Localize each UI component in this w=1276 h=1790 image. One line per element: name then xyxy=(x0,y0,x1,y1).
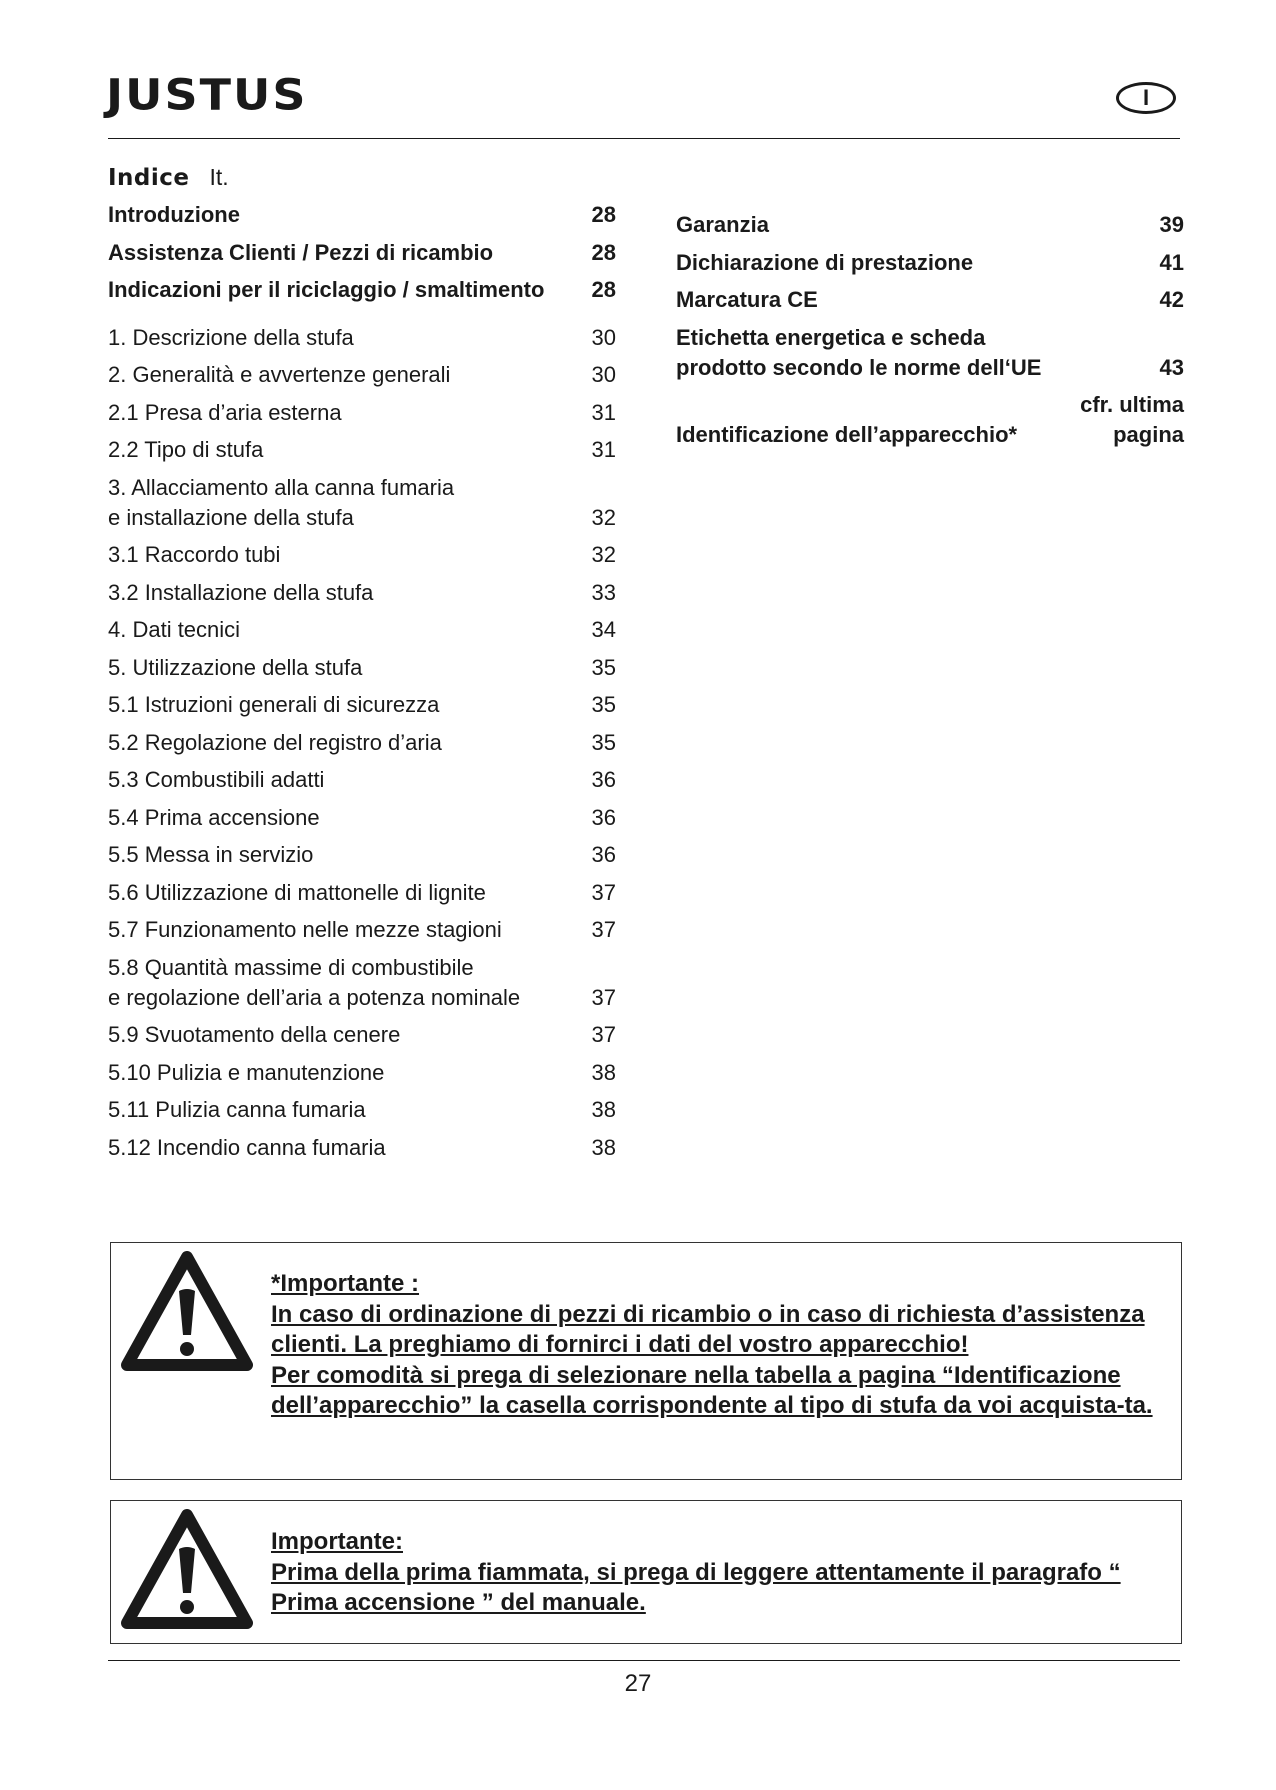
toc-entry-page: 28 xyxy=(591,202,616,227)
warning-line: Per comodità si prega di selezionare nella tabella a pagina “Identificazione dell’apparecchio” la casella corrispondente al tipo di stufa da voi acquista-ta. xyxy=(271,1361,1153,1419)
toc-entry[interactable] xyxy=(108,238,616,268)
toc-entry[interactable] xyxy=(108,200,616,230)
toc-entry-label: 5.3 Combustibili adatti xyxy=(108,767,325,792)
toc-entry[interactable] xyxy=(108,690,616,720)
toc-entry-page: 28 xyxy=(591,277,616,302)
toc-entry-page: 41 xyxy=(1159,249,1184,275)
language-badge: I xyxy=(1116,82,1176,114)
toc-entry[interactable] xyxy=(108,915,616,945)
toc-entry-page: 38 xyxy=(591,1059,616,1085)
toc-left-column xyxy=(108,200,616,1170)
toc-entry-label: 4. Dati tecnici xyxy=(108,617,241,642)
toc-entry-page: 30 xyxy=(591,362,616,387)
warning-triangle-icon xyxy=(121,1509,253,1629)
toc-entry-label: 5.4 Prima accensione xyxy=(108,804,320,830)
toc-entry[interactable] xyxy=(108,1095,616,1125)
toc-entry-label: 5.11 Pulizia canna fumaria xyxy=(108,1097,366,1122)
page-number: 27 xyxy=(624,1670,652,1697)
warning-text xyxy=(271,1269,1167,1422)
toc-entry[interactable] xyxy=(108,275,616,305)
toc-entry[interactable] xyxy=(108,398,616,428)
toc-entry-label: Dichiarazione di prestazione xyxy=(676,249,974,275)
warning-box-first-ignition xyxy=(110,1500,1182,1644)
toc-entry-page: 38 xyxy=(591,1097,616,1122)
toc-entry-page: 28 xyxy=(591,239,616,265)
warning-heading: *Importante : xyxy=(271,1270,420,1297)
toc-entry-label: 5.7 Funzionamento nelle mezze stagioni xyxy=(108,917,502,942)
toc-entry-page: 38 xyxy=(591,1134,616,1160)
toc-entry-page: 35 xyxy=(591,729,616,755)
toc-entry[interactable] xyxy=(108,360,616,390)
toc-entry[interactable] xyxy=(108,953,616,1013)
toc-entry[interactable] xyxy=(108,803,616,833)
warning-text xyxy=(271,1527,1167,1619)
toc-entry-label: 5.2 Regolazione del registro d’aria xyxy=(108,729,442,755)
warning-triangle-icon xyxy=(121,1251,253,1371)
toc-entry[interactable] xyxy=(108,435,616,465)
toc-entry-page: 43 xyxy=(1159,354,1184,380)
toc-right-column xyxy=(676,210,1184,458)
toc-entry[interactable] xyxy=(108,323,616,353)
warning-box-spare-parts xyxy=(110,1242,1182,1480)
toc-entry-label: Identificazione dell’apparecchio* xyxy=(676,422,1018,447)
toc-entry[interactable] xyxy=(108,1020,616,1050)
toc-entry-label: 5. Utilizzazione della stufa xyxy=(108,654,363,680)
toc-entry-label: 5.9 Svuotamento della cenere xyxy=(108,1022,401,1047)
brand-logo: JUSTUS xyxy=(106,70,308,120)
toc-entry-label: 2. Generalità e avvertenze generali xyxy=(108,362,451,387)
toc-entry-page: 31 xyxy=(591,437,616,462)
toc-entry-label: 1. Descrizione della stufa xyxy=(108,324,354,350)
toc-entry-page: 35 xyxy=(591,654,616,680)
footer-divider xyxy=(108,1660,1180,1661)
toc-entry[interactable] xyxy=(108,765,616,795)
toc-entry-label: Introduzione xyxy=(108,202,240,227)
toc-entry[interactable] xyxy=(108,1133,616,1163)
toc-entry-page: cfr. ultima pagina xyxy=(1080,392,1184,447)
toc-entry[interactable] xyxy=(676,210,1184,240)
toc-group-gap xyxy=(108,313,616,323)
toc-entry-label: 3. Allacciamento alla canna fumaria e installazione della stufa xyxy=(108,474,455,530)
toc-entry-page: 42 xyxy=(1159,287,1184,312)
toc-entry-label: 3.2 Installazione della stufa xyxy=(108,579,374,605)
toc-entry-label: Etichetta energetica e scheda prodotto secondo le norme dell‘UE xyxy=(676,324,1042,380)
toc-entry-label: 5.8 Quantità massime di combustibile e regolazione dell’aria a potenza nominale xyxy=(108,954,521,1010)
toc-entry[interactable] xyxy=(108,878,616,908)
toc-entry-page: 37 xyxy=(591,984,616,1010)
toc-entry-label: 2.1 Presa d’aria esterna xyxy=(108,399,342,425)
warning-line: In caso di ordinazione di pezzi di ricambio o in caso di richiesta d’assistenza clienti. La preghiamo di fornirci i dati del vostro apparecchio! xyxy=(271,1300,1145,1358)
toc-entry[interactable] xyxy=(676,248,1184,278)
toc-entry-label: 5.6 Utilizzazione di mattonelle di lignite xyxy=(108,879,486,905)
warning-heading: Importante: xyxy=(271,1528,403,1555)
toc-entry-page: 36 xyxy=(591,767,616,792)
toc-entry-page: 36 xyxy=(591,842,616,867)
toc-entry[interactable] xyxy=(108,840,616,870)
toc-entry[interactable] xyxy=(108,473,616,533)
toc-entry[interactable] xyxy=(676,285,1184,315)
warning-line: Prima della prima fiammata, si prega di leggere attentamente il paragrafo “ Prima accensione ” del manuale. xyxy=(271,1558,1121,1616)
toc-entry-page: 30 xyxy=(591,324,616,350)
toc-entry-label: 5.1 Istruzioni generali di sicurezza xyxy=(108,692,440,717)
toc-entry-page: 32 xyxy=(591,504,616,530)
toc-entry-label: 5.12 Incendio canna fumaria xyxy=(108,1134,386,1160)
toc-entry-page: 37 xyxy=(591,1022,616,1047)
toc-entry[interactable] xyxy=(676,390,1184,450)
toc-entry[interactable] xyxy=(108,653,616,683)
toc-entry[interactable] xyxy=(108,615,616,645)
toc-entry-label: Garanzia xyxy=(676,212,769,237)
toc-entry-page: 35 xyxy=(591,692,616,717)
toc-title-text: Indice xyxy=(108,165,190,191)
toc-entry-page: 36 xyxy=(591,804,616,830)
header-divider xyxy=(108,138,1180,139)
toc-entry-label: Assistenza Clienti / Pezzi di ricambio xyxy=(108,239,494,265)
toc-entry[interactable] xyxy=(108,1058,616,1088)
toc-entry-page: 31 xyxy=(591,399,616,425)
toc-entry-label: Marcatura CE xyxy=(676,287,818,312)
toc-entry[interactable] xyxy=(108,728,616,758)
toc-entry-page: 39 xyxy=(1159,212,1184,237)
toc-entry[interactable] xyxy=(108,578,616,608)
toc-entry[interactable] xyxy=(676,323,1184,383)
toc-entry-label: 5.10 Pulizia e manutenzione xyxy=(108,1059,385,1085)
toc-entry[interactable] xyxy=(108,540,616,570)
toc-entry-label: 3.1 Raccordo tubi xyxy=(108,542,281,567)
toc-entry-page: 32 xyxy=(591,542,616,567)
toc-entry-label: 2.2 Tipo di stufa xyxy=(108,437,264,462)
toc-entry-page: 34 xyxy=(591,617,616,642)
toc-title-suffix: It. xyxy=(209,164,229,190)
toc-title xyxy=(108,164,229,192)
toc-entry-page: 37 xyxy=(591,917,616,942)
toc-entry-page: 37 xyxy=(591,879,616,905)
toc-entry-label: 5.5 Messa in servizio xyxy=(108,842,314,867)
toc-entry-page: 33 xyxy=(591,579,616,605)
toc-entry-label: Indicazioni per il riciclaggio / smaltimento xyxy=(108,277,545,302)
